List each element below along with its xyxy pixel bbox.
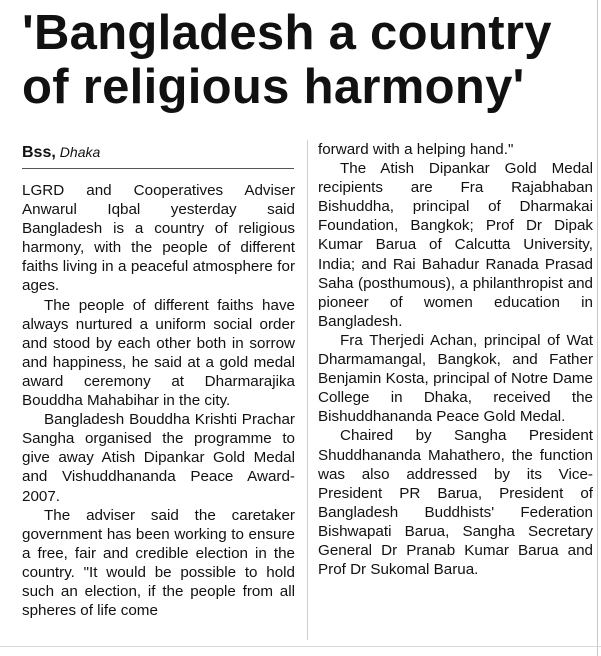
paragraph: Fra Therjedi Achan, principal of Wat Dharmamangal, Bangkok, and Father Benjamin Kosta, principal of Notre Dame College in Dhaka, received the Bishuddhananda Peace Gold Medal. [318,331,593,426]
paragraph: The people of different faiths have always nurtured a uniform social order and stood by each other both in sorrow and happiness, he said at a gold medal award ceremony at Dharmarajika Bouddha Mahabihar in the city. [22,296,295,410]
paragraph: The adviser said the caretaker government has been working to ensure a free, fair and credible election in the country. "It would be possible to hold such an election, if the people from all spheres of life come [22,506,295,620]
headline-line-1: 'Bangladesh a country [22,6,552,60]
paragraph: Bangladesh Bouddha Krishti Prachar Sangha organised the programme to give away Atish Dipankar Gold Medal and Vishuddhananda Peace Award-2007. [22,411,295,505]
headline [22,6,597,114]
paragraph: LGRD and Cooperatives Adviser Anwarul Iqbal yesterday said Bangladesh is a country of religious harmony, with the people of different faiths living in a peaceful atmosphere for ages. [22,182,295,295]
byline-rule [22,168,294,169]
article-column-1 [22,181,295,620]
bottom-rule [0,646,601,647]
page-edge [597,0,598,656]
byline-place: Dhaka [59,144,101,160]
article-column-2 [318,140,593,579]
headline-line-2: of religious harmony' [22,60,525,114]
paragraph: The Atish Dipankar Gold Medal recipients are Fra Rajabhaban Bishuddha, principal of Dharmakai Foundation, Bangkok; Prof Dr Dipak Kumar Barua of Calcutta University, India; and Rai Bahadur Ranada Prasad Saha (posthumous), a philanthropist and pioneer of women education in Bangladesh. [318,160,593,330]
paragraph: forward with a helping hand." [318,141,514,158]
byline [22,144,100,162]
paragraph: Chaired by Sangha President Shuddhananda Mahathero, the function was also addressed by its Vice-President PR Barua, President of Bangladesh Buddhists' Federation Bishwapati Barua, Sangha Secretary General Dr Pranab Kumar Barua and Prof Dr Sukomal Barua. [318,427,593,579]
column-divider [307,140,308,640]
byline-agency: Bss, [22,144,56,161]
